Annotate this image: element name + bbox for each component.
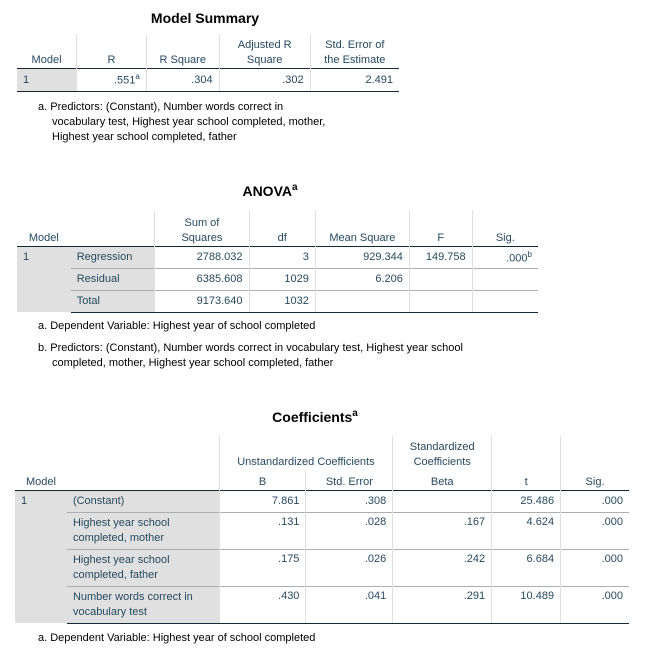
col-b: B	[219, 470, 306, 490]
cell-ss: 2788.032	[155, 246, 249, 268]
cell-b: .131	[219, 512, 306, 549]
row-model: 1	[15, 490, 67, 623]
col-model: Model	[25, 475, 56, 488]
model-summary-note-a: a. Predictors: (Constant), Number words correct in vocabulary test, Highest year school completed, mother, Highest year school completed, father	[38, 101, 326, 143]
table-row	[15, 549, 629, 586]
cell-sig: .000	[561, 549, 629, 586]
model-summary-table	[17, 34, 399, 92]
col-beta: Beta	[393, 470, 492, 490]
col-t: t	[492, 470, 561, 490]
cell-se: .026	[306, 549, 393, 586]
cell-sig: .000	[561, 586, 629, 623]
coefficients-note-a: a. Dependent Variable: Highest year of school completed	[38, 632, 316, 644]
table-row	[17, 268, 538, 290]
cell-se: .028	[306, 512, 393, 549]
cell-std-error: 2.491	[310, 68, 399, 91]
cell-f	[409, 268, 472, 290]
table-row	[17, 246, 538, 268]
cell-ms: 929.344	[315, 246, 409, 268]
row-model: 1	[17, 246, 71, 312]
cell-r: .551$^a$	[77, 68, 147, 91]
cell-t: 4.624	[492, 512, 561, 549]
col-sum-of-squares: Sum of Squares	[155, 210, 249, 246]
row-label: Highest year school completed, mother	[67, 512, 219, 549]
col-std-error: Std. Error of the Estimate	[310, 34, 399, 68]
col-r-square: R Square	[146, 34, 219, 68]
col-std-error: Std. Error	[306, 470, 393, 490]
table-row	[17, 290, 538, 312]
col-adj-r-square: Adjusted R Square	[219, 34, 310, 68]
cell-ms: 6.206	[315, 268, 409, 290]
cell-ss: 9173.640	[155, 290, 249, 312]
cell-sig: .000	[561, 490, 629, 512]
cell-sig	[472, 290, 538, 312]
coefficients-table	[15, 436, 629, 624]
cell-t: 10.489	[492, 586, 561, 623]
cell-ss: 6385.608	[155, 268, 249, 290]
cell-t: 6.684	[492, 549, 561, 586]
cell-adj-r-square: .302	[219, 68, 310, 91]
cell-df: 1032	[249, 290, 315, 312]
cell-b: .430	[219, 586, 306, 623]
cell-ms	[315, 290, 409, 312]
col-model: Model	[28, 231, 59, 244]
anova-note-b: b. Predictors: (Constant), Number words correct in vocabulary test, Highest year school completed, mother, Highest year school completed, father	[38, 342, 463, 369]
cell-f: 149.758	[409, 246, 472, 268]
cell-beta: .291	[393, 586, 492, 623]
cell-sig: .000$^b$	[472, 246, 538, 268]
cell-b: 7.861	[219, 490, 306, 512]
row-model: 1	[17, 68, 77, 91]
col-r: R	[77, 34, 147, 68]
cell-beta: .167	[393, 512, 492, 549]
table-row	[15, 512, 629, 549]
row-label: Highest year school completed, father	[67, 549, 219, 586]
cell-df: 1029	[249, 268, 315, 290]
row-label: Total	[71, 290, 155, 312]
col-model: Model	[31, 53, 62, 66]
cell-se: .041	[306, 586, 393, 623]
cell-beta	[393, 490, 492, 512]
cell-beta: .242	[393, 549, 492, 586]
table-row	[17, 68, 399, 91]
row-label: Regression	[71, 246, 155, 268]
cell-f	[409, 290, 472, 312]
cell-se: .308	[306, 490, 393, 512]
col-unstandardized: Unstandardized Coefficients	[219, 436, 393, 470]
row-label: Residual	[71, 268, 155, 290]
col-df: df	[249, 210, 315, 246]
anova-table	[17, 210, 538, 313]
cell-sig: .000	[561, 512, 629, 549]
col-f: F	[409, 210, 472, 246]
model-summary-title: Model Summary	[150, 10, 260, 26]
cell-df: 3	[249, 246, 315, 268]
anova-note-a: a. Dependent Variable: Highest year of school completed	[38, 320, 316, 332]
col-sig: Sig.	[561, 470, 629, 490]
coefficients-title: Coefficients$^a$	[272, 408, 358, 425]
col-standardized: Standardized Coefficients	[393, 436, 492, 470]
cell-t: 25.486	[492, 490, 561, 512]
table-row	[15, 490, 629, 512]
col-sig: Sig.	[472, 210, 538, 246]
table-row	[15, 586, 629, 623]
col-mean-square: Mean Square	[315, 210, 409, 246]
row-label: Number words correct in vocabulary test	[67, 586, 219, 623]
cell-sig	[472, 268, 538, 290]
cell-r-square: .304	[146, 68, 219, 91]
anova-title: ANOVA$^a$	[242, 182, 298, 199]
cell-b: .175	[219, 549, 306, 586]
row-label: (Constant)	[67, 490, 219, 512]
